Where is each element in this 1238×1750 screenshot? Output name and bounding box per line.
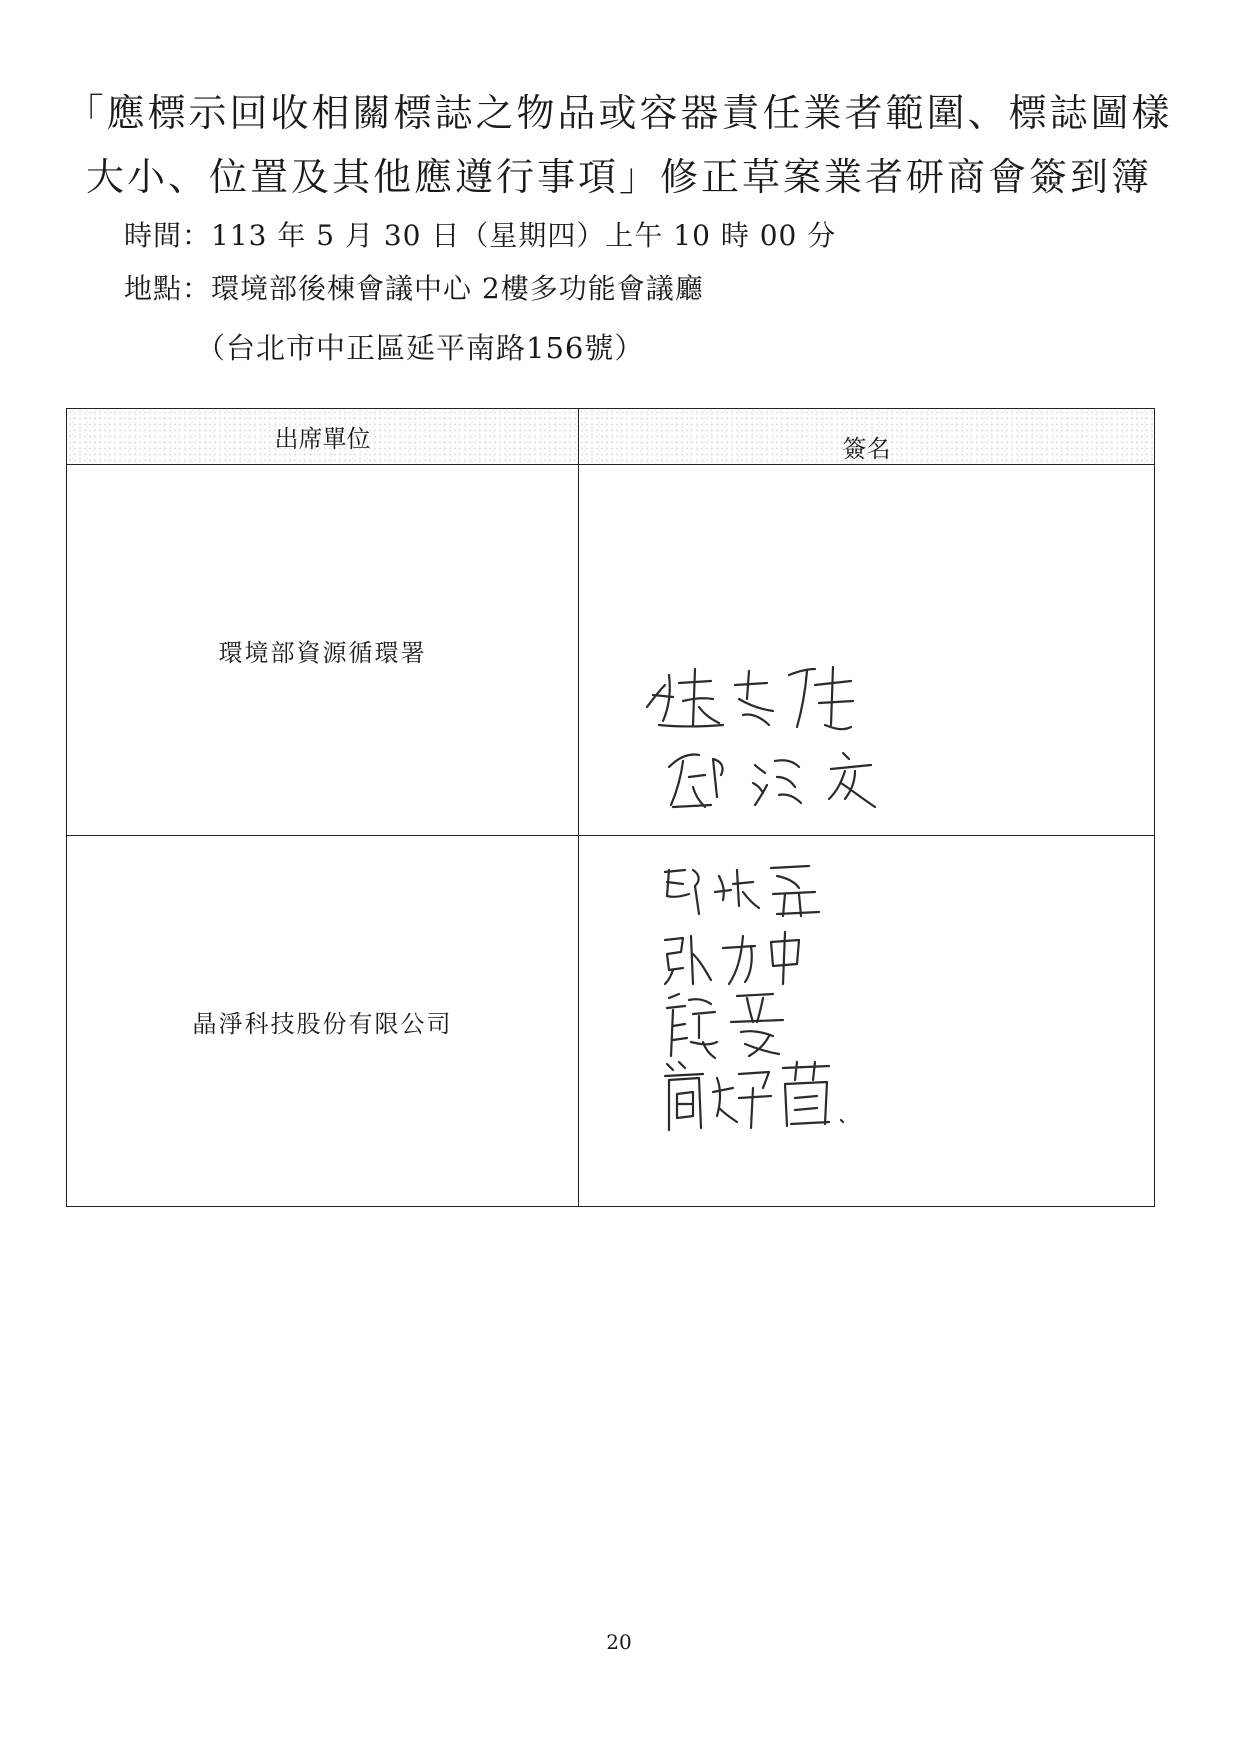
handwritten-signature: [659, 986, 809, 1061]
handwritten-signature: [659, 856, 829, 921]
document-title-line-1: 「應標示回收相關標誌之物品或容器責任業者範圍、標誌圖樣: [65, 91, 1173, 135]
meeting-place: 地點：環境部後棟會議中心 2樓多功能會議廳: [124, 272, 704, 305]
table-row: [67, 465, 1155, 836]
handwritten-signature: [639, 655, 879, 735]
meeting-time: 時間：113 年 5 月 30 日（星期四）上午 10 時 00 分: [124, 219, 837, 252]
handwritten-signature: [659, 926, 809, 986]
meeting-address: （台北市中正區延平南路156號）: [196, 331, 645, 365]
attending-unit-name: 環境部資源循環署: [67, 465, 579, 836]
attending-unit-name: 晶淨科技股份有限公司: [67, 836, 579, 1207]
signature-cell: [579, 465, 1155, 836]
signature-cell: [579, 836, 1155, 1207]
handwritten-signature: [659, 1058, 849, 1133]
page-number: 20: [606, 1630, 632, 1654]
header-attending-unit: 出席單位: [67, 409, 579, 465]
table-row: [67, 836, 1155, 1207]
handwritten-signature: [659, 737, 889, 817]
header-signature: 簽名: [579, 409, 1155, 465]
document-title-line-2: 大小、位置及其他應遵行事項」修正草案業者研商會簽到簿: [85, 155, 1152, 199]
sign-in-table: [66, 408, 1155, 1207]
table-header-row: [67, 409, 1155, 465]
